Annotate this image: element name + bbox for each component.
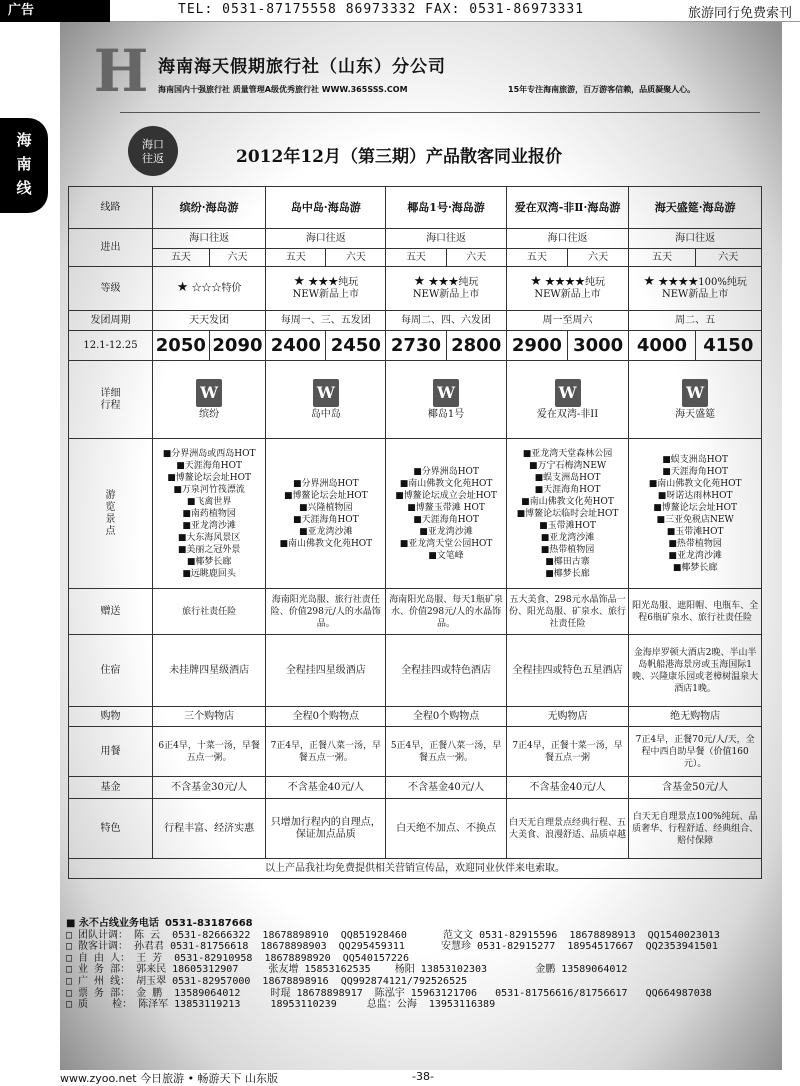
- side-tab-hainan-line: [0, 118, 48, 213]
- fund-4: 不含基金40元/人: [506, 777, 629, 799]
- table-row-gift: [69, 589, 762, 635]
- star-icon: ★: [643, 274, 656, 289]
- price-3-6d: 2800: [446, 331, 506, 361]
- list-item: ■椰梦长廊: [186, 556, 232, 567]
- route-3: 椰岛1号·海岛游: [386, 187, 506, 229]
- shop-5: 绝无购物店: [629, 707, 762, 727]
- feature-1: 行程丰富、经济实惠: [153, 799, 266, 859]
- inout-5: 海口往返: [629, 229, 762, 249]
- shop-1: 三个购物店: [153, 707, 266, 727]
- table-row-grade: [69, 267, 762, 311]
- table-row-route: [69, 187, 762, 229]
- list-item: ■天涯海角HOT: [534, 484, 601, 495]
- top-banner: [0, 0, 800, 22]
- label-fund: 基金: [69, 777, 153, 799]
- gift-5: 阳光岛服、遮阳帽、电瓶车、全程6瓶矿泉水、旅行社责任险: [629, 589, 762, 635]
- days-5: 五天: [266, 249, 326, 267]
- gift-4: 五大美食、298元水晶饰品一份、阳光岛服、矿泉水、旅行社责任险: [506, 589, 629, 635]
- price-5-6d: 4150: [695, 331, 761, 361]
- footer-site: www.zyoo.net 今日旅游 • 畅游天下 山东版: [60, 1072, 279, 1085]
- detail-4[interactable]: [506, 361, 629, 439]
- contact-row: □ 自 由 人： 王 芳 0531-82910958 18678898920 QQ540157226: [66, 952, 409, 964]
- list-item: ■万宁石梅湾NEW: [528, 460, 607, 471]
- fund-3: 不含基金40元/人: [386, 777, 506, 799]
- spots-list-5: [629, 439, 762, 589]
- list-item: ■文笔峰: [428, 550, 464, 561]
- days-6: 六天: [446, 249, 506, 267]
- days-6: 六天: [568, 249, 629, 267]
- price-3-5d: 2730: [386, 331, 446, 361]
- detail-5[interactable]: [629, 361, 762, 439]
- seal-line-1: 海口: [142, 138, 164, 151]
- table-row-meal: [69, 727, 762, 777]
- list-item: ■飞禽世界: [186, 496, 232, 507]
- grade-text: ★★★纯玩: [308, 277, 359, 288]
- hotline-label: ■ 永不占线业务电话: [66, 918, 159, 929]
- contact-row: □ 票 务 部： 金 鹏 13589064012 时琨 18678898917 陈泓宇 15963121706 0531-81756616/81756617 QQ664987038: [66, 987, 712, 999]
- hotel-2: 全程挂四星级酒店: [266, 635, 386, 707]
- list-item: ■博鳌玉带滩 HOT: [407, 502, 485, 513]
- table-row-price: [69, 331, 762, 361]
- dep-4: 周一至周六: [506, 311, 629, 331]
- list-item: ■椰梦长廊: [672, 562, 718, 573]
- list-item: ■博鳌论坛会址HOT: [283, 490, 368, 501]
- label-feature: 特色: [69, 799, 153, 859]
- contacts-block: [66, 918, 776, 1011]
- shop-2: 全程0个购物点: [266, 707, 386, 727]
- table-row-fund: [69, 777, 762, 799]
- route-4: 爱在双湾-非Ⅱ·海岛游: [506, 187, 629, 229]
- feature-4: 白天无自理景点经典行程、五大美食、浪漫舒适、品质卓越: [506, 799, 629, 859]
- list-item: ■蜈支洲岛HOT: [662, 454, 729, 465]
- meal-4: 7正4早，正餐十菜一汤，早餐五点一粥: [506, 727, 629, 777]
- inout-1: 海口往返: [153, 229, 266, 249]
- word-doc-icon[interactable]: W: [433, 379, 459, 407]
- grade-1: [153, 267, 266, 311]
- list-item: ■远眺鹿回头: [182, 568, 236, 579]
- list-item: ■南山佛教文化苑HOT: [279, 538, 373, 549]
- label-departure: 发团周期: [69, 311, 153, 331]
- feature-3: 白天绝不加点、不换点: [386, 799, 506, 859]
- feature-2: 只增加行程内的自理点，保证加点品质: [266, 799, 386, 859]
- hotel-5: 金海岸罗顿大酒店2晚、半山半岛帆船港海景房或玉海国际1晚、兴隆康乐园或老樟树温泉大酒店1晚。: [629, 635, 762, 707]
- hotel-4: 全程挂四或特色五星酒店: [506, 635, 629, 707]
- days-5: 五天: [153, 249, 210, 267]
- contact-row: □ 团队计调： 陈 云 0531-82666322 18678898910 QQ851928460 范文文 0531-82915596 18678898913 QQ1540023013: [66, 929, 720, 941]
- grade-3: [386, 267, 506, 311]
- side-tab-char-1: 海: [16, 131, 32, 149]
- contact-row: □ 质 检： 陈泽军 13853119213 18953110239 总监：公海 13953116389: [66, 999, 496, 1011]
- company-header: [92, 37, 782, 110]
- list-item: ■分界洲岛HOT: [292, 478, 359, 489]
- detail-label: 爱在双湾-非II: [536, 408, 599, 420]
- slogan-left: 海南国内十强旅行社 质量管理A级优秀旅行社 WWW.365SSS.COM: [158, 85, 408, 94]
- list-item: ■博鳌论坛会址HOT: [167, 472, 252, 483]
- contact-row: □ 散客计调： 孙君君 0531-81756618 18678898903 QQ295459311 安慧珍 0531-82915277 18954517667 QQ2353941501: [66, 941, 718, 953]
- label-meal: 用餐: [69, 727, 153, 777]
- feature-5: 白天无自理景点100%纯玩、品质奢华、行程舒适、经典组合、赔付保障: [629, 799, 762, 859]
- list-item: ■分界洲岛或西岛HOT: [162, 448, 256, 459]
- label-shop: 购物: [69, 707, 153, 727]
- meal-1: 6正4早，十菜一汤，早餐五点一粥。: [153, 727, 266, 777]
- grade-new: NEW新品上市: [661, 289, 729, 300]
- days-5: 五天: [629, 249, 695, 267]
- list-item: ■分界洲岛HOT: [413, 466, 479, 477]
- page-footer: [60, 1070, 480, 1086]
- hotline-row: [66, 918, 776, 930]
- seal-line-2: 往返: [142, 152, 164, 165]
- star-icon: ★: [176, 280, 189, 295]
- grade-text: ★★★纯玩: [428, 277, 479, 288]
- spots-list-4: [506, 439, 629, 589]
- dep-5: 周二、五: [629, 311, 762, 331]
- dep-3: 每周二、四、六发团: [386, 311, 506, 331]
- list-item: ■亚龙湾沙滩: [419, 526, 473, 537]
- list-item: ■万泉河竹筏漂流: [173, 484, 245, 495]
- list-item: ■博鳌论坛临时会址HOT: [516, 508, 619, 519]
- label-inout: 进出: [69, 229, 153, 267]
- table-row-spots: [69, 439, 762, 589]
- days-6: 六天: [326, 249, 386, 267]
- grade-text: ☆☆☆特价: [191, 283, 242, 294]
- grade-new: NEW新品上市: [292, 289, 359, 300]
- detail-3[interactable]: [386, 361, 506, 439]
- hotel-3: 全程挂四或特色酒店: [386, 635, 506, 707]
- header-divider: [120, 112, 760, 113]
- page-number: -38-: [412, 1070, 434, 1083]
- table-footnote: 以上产品我社均免费提供相关营销宣传品，欢迎同业伙伴来电索取。: [69, 859, 762, 879]
- word-doc-icon[interactable]: W: [313, 379, 339, 407]
- contact-tel-fax: TEL: 0531-87175558 86973332 FAX: 0531-86973331: [178, 2, 585, 17]
- haikou-seal: [128, 126, 178, 176]
- grade-new: NEW新品上市: [412, 289, 480, 300]
- label-route: 线路: [69, 187, 153, 229]
- gift-3: 海南阳光岛服、每天1瓶矿泉水、价值298元/人的水晶饰品。: [386, 589, 506, 635]
- contact-row: □ 广 州 线： 胡玉翠 0531-82957000 18678898916 QQ992874121/792526525: [66, 975, 468, 987]
- dep-1: 天天发团: [153, 311, 266, 331]
- list-item: ■天涯海角HOT: [662, 466, 729, 477]
- list-item: ■热带植物园: [540, 544, 595, 555]
- page-title: 2012年12月（第三期）产品散客同业报价: [236, 147, 562, 167]
- list-item: ■兴隆植物园: [299, 502, 353, 513]
- shop-3: 全程0个购物点: [386, 707, 506, 727]
- company-logo: H: [93, 37, 149, 105]
- price-2-5d: 2400: [266, 331, 326, 361]
- list-item: ■大东海风景区: [177, 532, 241, 543]
- price-table: [68, 186, 762, 879]
- grade-2: [266, 267, 386, 311]
- list-item: ■亚龙湾沙滩: [182, 520, 236, 531]
- list-item: ■亚龙湾沙滩: [540, 532, 595, 543]
- company-slogans: [158, 84, 778, 95]
- spots-list-1: [153, 439, 266, 589]
- detail-label: 椰岛1号: [427, 408, 465, 420]
- gift-2: 海南阳光岛服、旅行社责任险、价值298元/人的水晶饰品。: [266, 589, 386, 635]
- list-item: ■南山佛教文化苑HOT: [399, 478, 493, 489]
- fund-5: 含基金50元/人: [629, 777, 762, 799]
- table-row-inout: [69, 229, 762, 249]
- table-row-days: [69, 249, 762, 267]
- price-5-5d: 4000: [629, 331, 695, 361]
- label-hotel: 住宿: [69, 635, 153, 707]
- hotel-1: 未挂牌四星级酒店: [153, 635, 266, 707]
- company-name: 海南海天假期旅行社（山东）分公司: [158, 57, 446, 77]
- word-doc-icon[interactable]: W: [682, 379, 708, 407]
- list-item: ■南山佛教文化苑HOT: [648, 478, 742, 489]
- list-item: ■玉带滩HOT: [666, 526, 724, 537]
- list-item: ■天涯海角HOT: [292, 514, 359, 525]
- meal-3: 5正4早，正餐八菜一汤，早餐五点一粥。: [386, 727, 506, 777]
- dep-2: 每周一、三、五发团: [266, 311, 386, 331]
- list-item: ■亚龙湾沙滩: [299, 526, 353, 537]
- list-item: ■美丽之冠外景: [177, 544, 241, 555]
- grade-5: [629, 267, 762, 311]
- grade-4: [506, 267, 629, 311]
- days-6: 六天: [695, 249, 761, 267]
- list-item: ■南药植物园: [182, 508, 236, 519]
- slogan-right: 15年专注海南旅游，百万游客信赖，品质凝聚人心。: [508, 85, 696, 94]
- price-2-6d: 2450: [326, 331, 386, 361]
- list-item: ■椰田古寨: [545, 556, 590, 567]
- spots-list-2: [266, 439, 386, 589]
- list-item: ■博鳌论坛成立会址HOT: [395, 490, 497, 501]
- grade-text: ★★★★纯玩: [544, 277, 605, 288]
- detail-label: 缤纷: [199, 408, 220, 420]
- list-item: ■天涯海角HOT: [413, 514, 479, 525]
- star-icon: ★: [293, 274, 306, 289]
- star-icon: ★: [413, 274, 426, 289]
- list-item: ■亚龙湾天堂森林公园: [522, 448, 613, 459]
- fund-1: 不含基金30元/人: [153, 777, 266, 799]
- route-5: 海天盛筵·海岛游: [629, 187, 762, 229]
- days-5: 五天: [506, 249, 567, 267]
- shop-4: 无购物店: [506, 707, 629, 727]
- inout-2: 海口往返: [266, 229, 386, 249]
- index-tagline: 旅游同行免费索刊: [687, 6, 792, 21]
- gift-1: 旅行社责任险: [153, 589, 266, 635]
- grade-new: NEW新品上市: [534, 289, 601, 300]
- label-date-range: 12.1-12.25: [69, 331, 153, 361]
- days-5: 五天: [386, 249, 446, 267]
- list-item: ■亚龙湾沙滩: [668, 550, 722, 561]
- label-grade: 等级: [69, 267, 153, 311]
- fund-2: 不含基金40元/人: [266, 777, 386, 799]
- table-row-footnote: [69, 859, 762, 879]
- list-item: ■椰梦长廊: [545, 568, 590, 579]
- label-gift: 赠送: [69, 589, 153, 635]
- price-4-6d: 3000: [568, 331, 629, 361]
- meal-5: 7正4早，正餐70元/人/天，全程中西自助早餐（价值160元）。: [629, 727, 762, 777]
- table-row-shop: [69, 707, 762, 727]
- detail-1[interactable]: [153, 361, 266, 439]
- route-2: 岛中岛·海岛游: [266, 187, 386, 229]
- list-item: ■天涯海角HOT: [176, 460, 243, 471]
- star-icon: ★: [530, 274, 542, 289]
- list-item: ■亚龙湾天堂公园HOT: [399, 538, 493, 549]
- side-tab-char-3: 线: [16, 179, 32, 197]
- detail-label: 岛中岛: [310, 408, 341, 420]
- price-4-5d: 2900: [506, 331, 567, 361]
- table-row-departure: [69, 311, 762, 331]
- list-item: ■呀诺达雨林HOT: [657, 490, 733, 501]
- label-detail: 详细 行程: [69, 361, 153, 439]
- list-item: ■三亚免税店NEW: [656, 514, 734, 525]
- list-item: ■南山佛教文化苑HOT: [521, 496, 614, 507]
- label-spots: 游 览 景 点: [69, 439, 153, 589]
- ad-label: 广告: [0, 0, 110, 22]
- list-item: ■热带植物园: [668, 538, 722, 549]
- inout-4: 海口往返: [506, 229, 629, 249]
- price-1-5d: 2050: [153, 331, 210, 361]
- side-tab-char-2: 南: [16, 155, 32, 173]
- list-item: ■蜈支洲岛HOT: [534, 472, 601, 483]
- table-row-hotel: [69, 635, 762, 707]
- days-6: 六天: [209, 249, 266, 267]
- grade-text: ★★★★100%纯玩: [658, 277, 747, 288]
- contact-row: □ 业 务 部： 郭来民 18605312907 张友增 15853162535 杨阳 13853102303 金鹏 13589064012: [66, 964, 628, 976]
- table-row-detail: [69, 361, 762, 439]
- meal-2: 7正4早，正餐八菜一汤，早餐五点一粥。: [266, 727, 386, 777]
- list-item: ■玉带滩HOT: [539, 520, 596, 531]
- table-row-feature: [69, 799, 762, 859]
- inout-3: 海口往返: [386, 229, 506, 249]
- word-doc-icon[interactable]: W: [196, 379, 222, 407]
- detail-2[interactable]: [266, 361, 386, 439]
- spots-list-3: [386, 439, 506, 589]
- hotline-number: 0531-83187668: [164, 918, 253, 929]
- price-1-6d: 2090: [209, 331, 266, 361]
- route-1: 缤纷·海岛游: [153, 187, 266, 229]
- word-doc-icon[interactable]: W: [555, 379, 581, 407]
- detail-label: 海天盛筵: [675, 408, 716, 420]
- list-item: ■博鳌论坛会址HOT: [653, 502, 738, 513]
